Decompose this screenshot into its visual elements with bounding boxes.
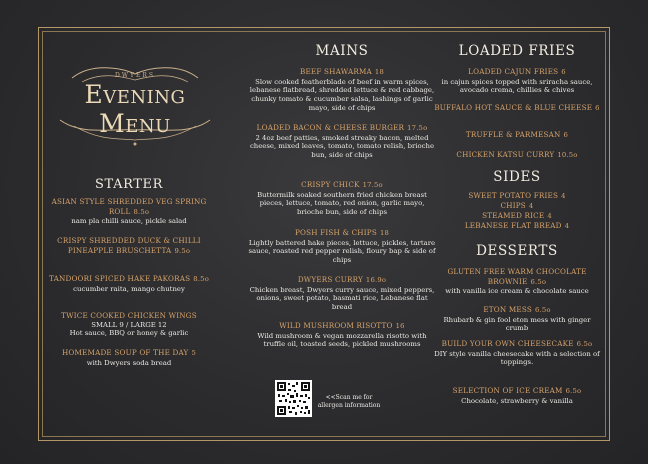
item-price: 5: [191, 349, 197, 357]
dessert-item: [432, 386, 602, 405]
mains-item: [246, 67, 438, 113]
item-price: 6.5o: [530, 277, 547, 286]
item-price: 6: [563, 131, 569, 139]
item-name: CRISPY CHICK: [301, 180, 360, 189]
menu-logo: [52, 58, 218, 150]
item-price: 18: [379, 229, 390, 237]
desserts-title: DESSERTS: [476, 243, 558, 259]
item-name: CHIPS: [500, 201, 526, 210]
item-desc: with vanilla ice cream & chocolate sauce: [445, 287, 589, 296]
item-price: 4: [528, 202, 534, 210]
fries-item: [432, 130, 602, 141]
item-name: WILD MUSHROOM RISOTTO: [279, 321, 393, 330]
item-name: DWYERS CURRY: [297, 275, 363, 284]
item-price: 4: [561, 192, 566, 200]
item-desc: Chocolate, strawberry & vanilla: [461, 396, 573, 405]
item-name: BUILD YOUR OWN CHEESECAKE: [441, 339, 574, 348]
item-name: BUFFALO HOT SAUCE & BLUE CHEESE: [434, 103, 593, 112]
item-size-price: SMALL 9 / LARGE 12: [91, 320, 167, 329]
fries-item: [432, 103, 602, 114]
item-desc: Wild mushroom & vegan mozzarella risotto with truffle oil, toasted seeds, pickled mushrooms: [257, 331, 427, 349]
item-desc: 2 4oz beef patties, smoked streaky bacon, melted cheese, mixed leaves, tomato, tomato relish, brioche bun, side of chips: [249, 133, 435, 160]
starter-item: [48, 274, 210, 293]
starter-item: [48, 348, 210, 367]
item-name: SELECTION OF ICE CREAM: [452, 386, 563, 395]
mains-title: MAINS: [315, 43, 369, 59]
item-name: LOADED BACON & CHEESE BURGER: [256, 123, 405, 132]
item-desc: Lightly battered hake pieces, lettuce, pickles, tartare sauce, roasted red pepper relish, floury bap & side of chips: [248, 238, 436, 265]
item-desc: in cajun spices topped with sriracha sauce, avocado crema, chillies & chives: [441, 77, 593, 95]
mains-item: [246, 275, 438, 312]
item-price: 16: [395, 322, 405, 330]
item-price: 8.5o: [133, 207, 150, 216]
brand-name: DWYERS: [115, 72, 155, 79]
item-desc: Rhubarb & gin fool eton mess with ginger crumb: [443, 315, 591, 333]
item-desc: nam pla chilli sauce, pickle salad: [71, 217, 187, 226]
item-desc: Chicken breast, Dwyers curry sauce, mixed peppers, onions, sweet potato, basmati rice, Lebanese flat bread: [249, 285, 435, 312]
item-price: 17.5o: [407, 124, 428, 132]
menu-title: Evening Menu: [84, 80, 186, 138]
sides-item: [432, 191, 602, 202]
item-name: TWICE COOKED CHICKEN WINGS: [61, 311, 197, 320]
mains-item: [246, 180, 438, 217]
item-desc: with Dwyers soda bread: [86, 358, 172, 367]
item-desc: cucumber raita, mango chutney: [73, 284, 185, 293]
dessert-item: [432, 267, 602, 296]
item-name: POSH FISH & CHIPS: [294, 228, 377, 237]
mains-item: [246, 228, 438, 265]
mains-item: [246, 321, 438, 349]
item-price: 17.5o: [362, 181, 383, 189]
item-name: ETON MESS: [483, 305, 532, 314]
starter-item: [48, 197, 210, 226]
sides-item: [432, 201, 602, 212]
starter-item: [48, 311, 210, 338]
item-desc: Buttermilk soaked southern fried chicken breast pieces, lettuce, tomato, red onion, garlic mayo, brioche bun, side of chips: [257, 190, 427, 217]
item-name: TRUFFLE & PARMESAN: [465, 130, 561, 139]
item-name: STEAMED RICE: [482, 211, 545, 220]
fries-item: [432, 67, 602, 95]
sides-item: [432, 221, 602, 232]
starter-title: STARTER: [95, 177, 163, 192]
item-price: 10.5o: [557, 151, 578, 159]
allergen-qr-code[interactable]: [275, 380, 312, 417]
item-name: BEEF SHAWARMA: [300, 67, 372, 76]
item-desc: DIY style vanilla cheesecake with a selection of toppings.: [434, 349, 600, 367]
item-desc: Slow cooked featherblade of beef in warm spices, lebanese flatbread, shredded lettuce & red cabbage, chunky tomato & cucumber salsa, lashings of garlic mayo, side of chips: [249, 77, 435, 112]
item-name: HOMEMADE SOUP OF THE DAY: [61, 348, 189, 357]
sides-title: SIDES: [493, 169, 541, 185]
item-price: 6.5o: [534, 306, 551, 314]
item-price: 6: [595, 104, 600, 112]
item-price: 4: [564, 222, 570, 230]
loaded-fries-title: LOADED FRIES: [458, 43, 576, 59]
dessert-item: [432, 339, 602, 367]
sides-item: [432, 211, 602, 222]
item-desc: Hot sauce, BBQ or honey & garlic: [69, 329, 189, 338]
item-name: TANDOORI SPICED HAKE PAKORAS: [49, 274, 191, 283]
item-price: 16.9o: [365, 276, 387, 284]
item-price: 6.5o: [576, 340, 593, 348]
fries-item: [432, 150, 602, 161]
item-price: 9.5o: [174, 246, 191, 255]
item-price: 6.5o: [565, 387, 582, 395]
item-name: LOADED CAJUN FRIES: [468, 67, 559, 76]
starter-item: [48, 236, 210, 256]
dessert-item: [432, 305, 602, 333]
item-name: CRISPY SHREDDED DUCK & CHILLI PINEAPPLE BRUSCHETTA: [57, 236, 201, 255]
item-price: 18: [374, 68, 384, 76]
item-price: 4: [547, 212, 552, 220]
item-name: CHICKEN KATSU CURRY: [456, 150, 555, 159]
item-name: ASIAN STYLE SHREDDED VEG SPRING ROLL: [51, 197, 207, 216]
item-price: 8.5o: [193, 275, 209, 283]
mains-item: [246, 123, 438, 160]
item-price: 6: [561, 68, 566, 76]
item-name: GLUTEN FREE WARM CHOCOLATE BROWNIE: [447, 267, 587, 286]
item-name: SWEET POTATO FRIES: [468, 191, 559, 200]
item-name: LEBANESE FLAT BREAD: [464, 221, 562, 230]
qr-note: <<Scan me for allergen information: [317, 394, 381, 409]
